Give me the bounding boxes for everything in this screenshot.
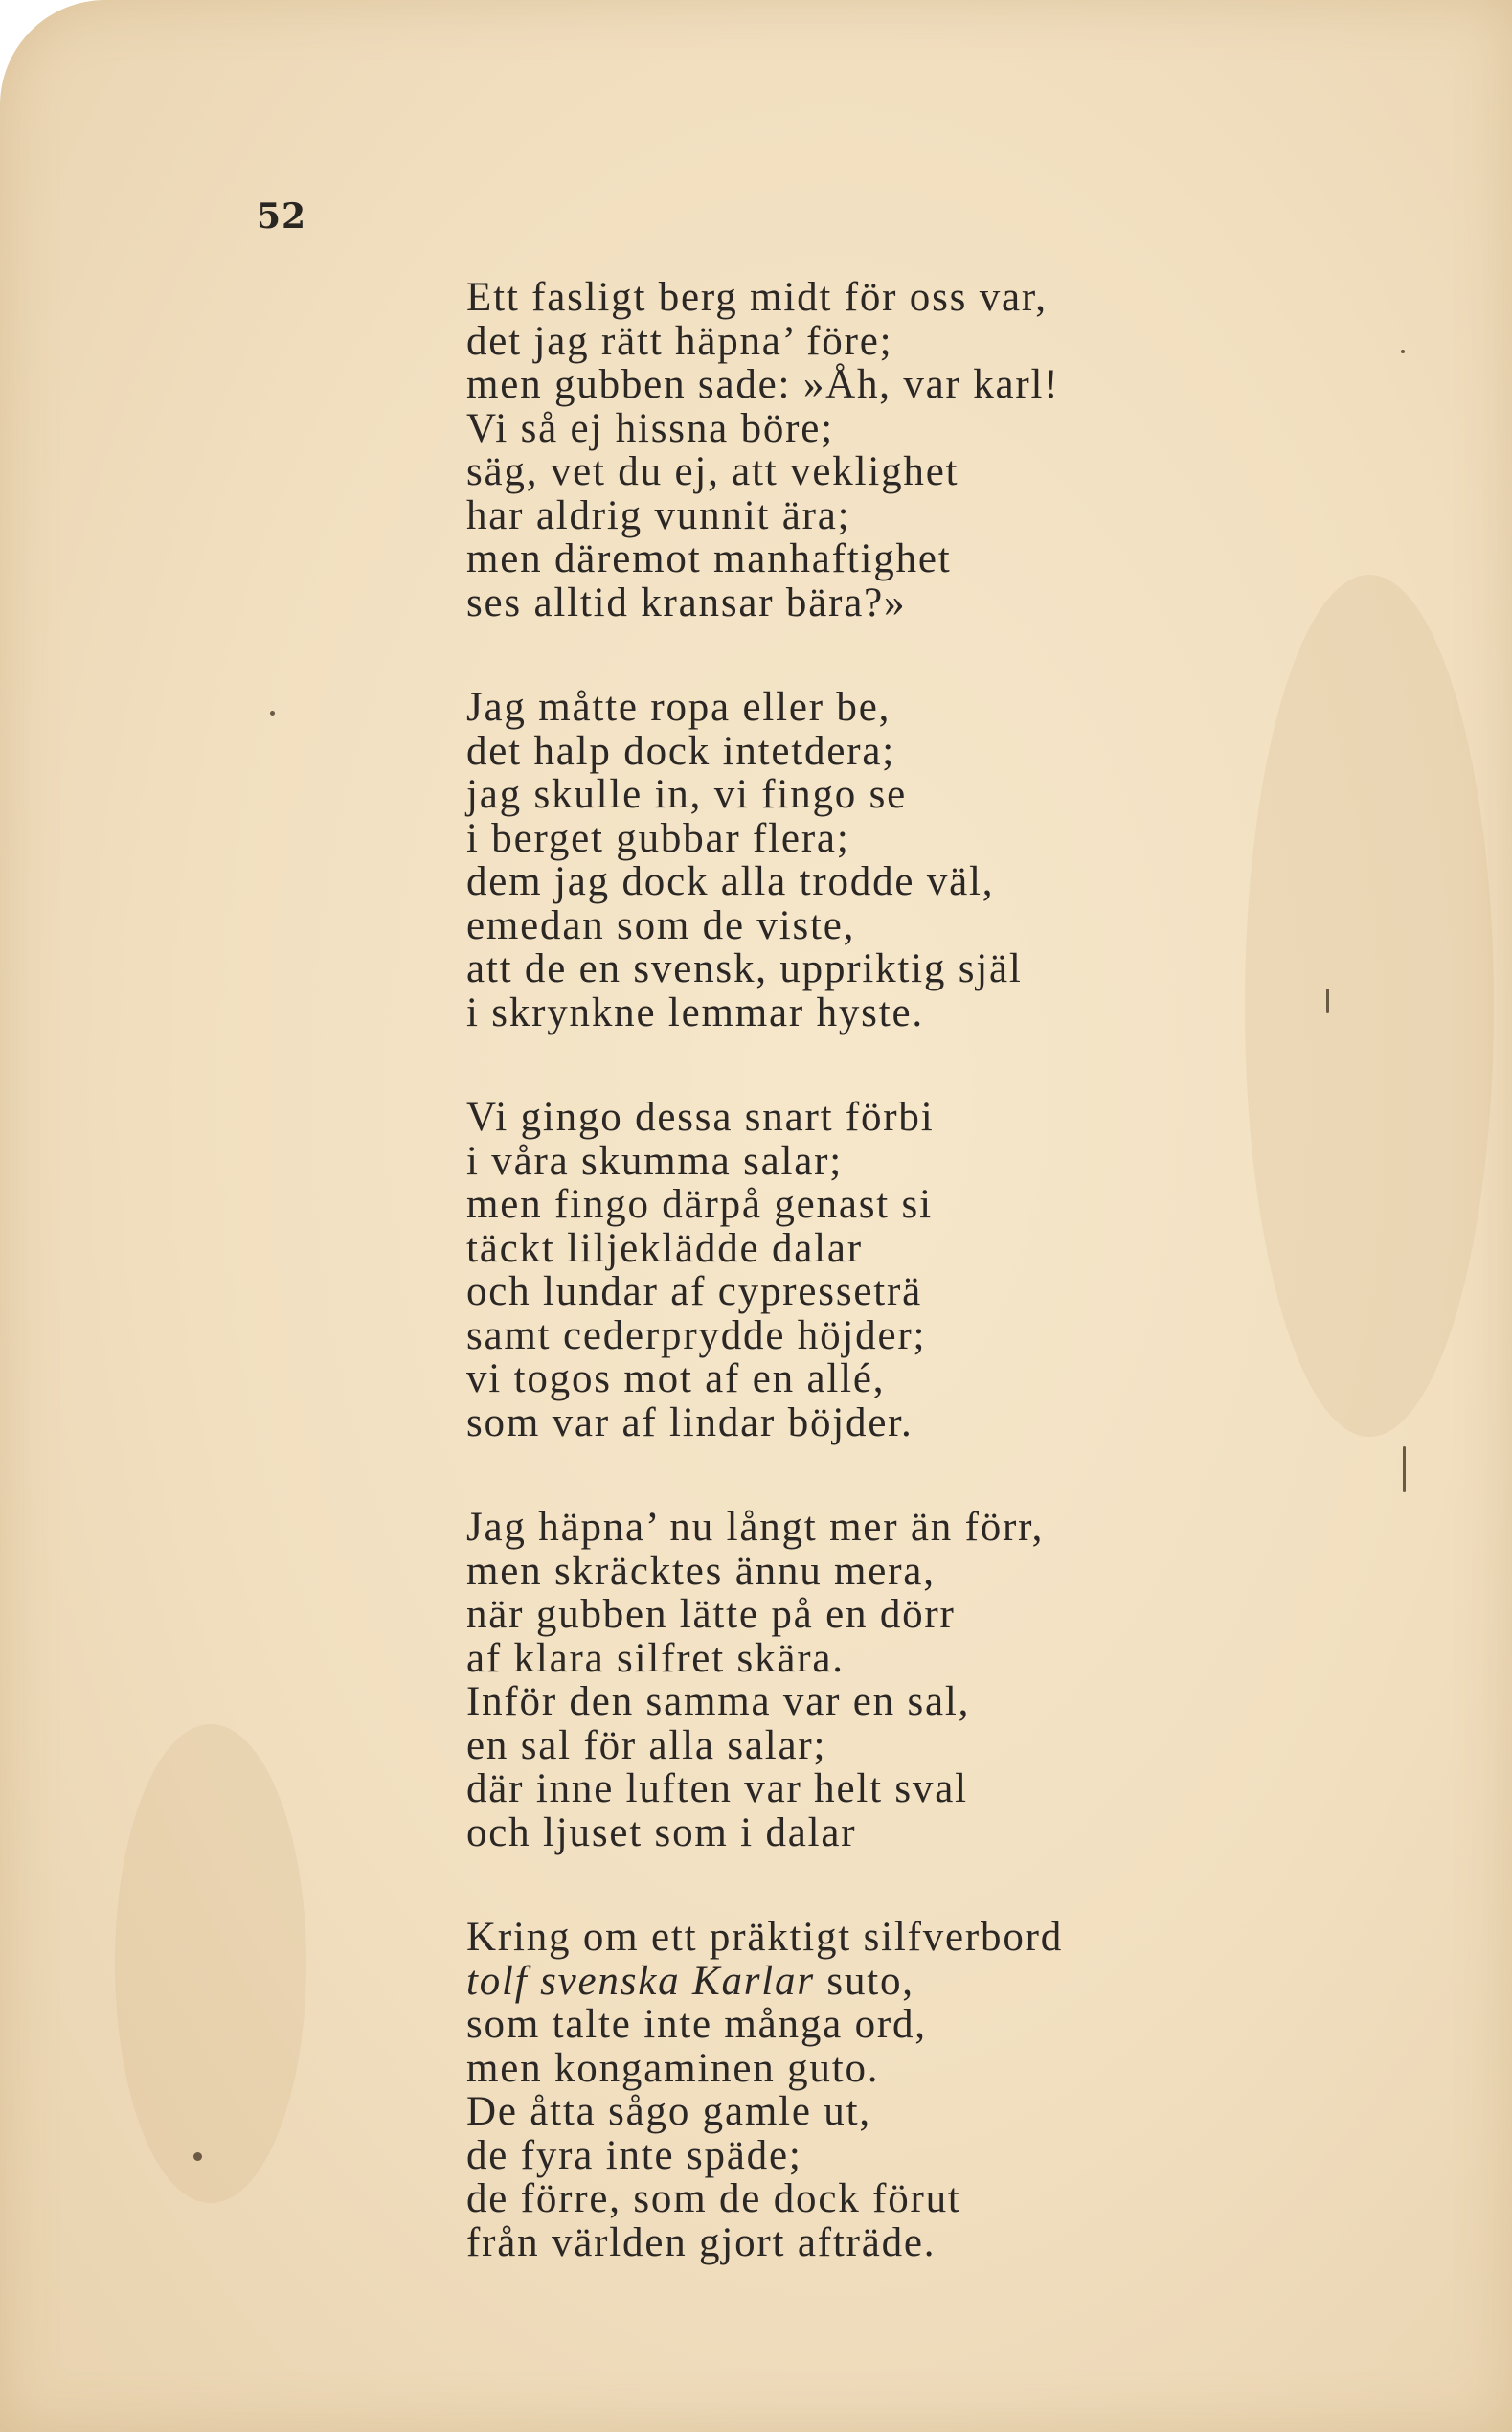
- poem-line: men fingo därpå genast si: [466, 1182, 933, 1227]
- poem: [466, 276, 1424, 2326]
- poem-line: som var af lindar böjder.: [466, 1399, 914, 1445]
- poem-line: men gubben sade: »Åh, var karl!: [466, 362, 1060, 407]
- poem-line: vi togos mot af en allé,: [466, 1356, 886, 1401]
- ink-speck: [1401, 350, 1405, 353]
- poem-line: i berget gubbar flera;: [466, 815, 850, 861]
- poem-line: de fyra inte späde;: [466, 2132, 802, 2178]
- poem-line: och ljuset som i dalar: [466, 1809, 857, 1855]
- poem-line: det jag rätt häpna’ före;: [466, 318, 893, 364]
- poem-line: Vi så ej hissna böre;: [466, 405, 834, 451]
- paper-stain: [115, 1724, 306, 2203]
- poem-line: ses alltid kransar bära?»: [466, 580, 907, 625]
- poem-line: dem jag dock alla trodde väl,: [466, 859, 995, 904]
- stanza: [466, 1506, 1424, 1854]
- poem-line: i våra skumma salar;: [466, 1138, 844, 1184]
- poem-line: Kring om ett präktigt silfverbord: [466, 1915, 1064, 1960]
- poem-line: har aldrig vunnit ära;: [466, 492, 851, 538]
- poem-line: Jag häpna’ nu långt mer än förr,: [466, 1505, 1045, 1550]
- poem-line: jag skulle in, vi fingo se: [466, 772, 908, 817]
- ink-speck: [1326, 989, 1329, 1013]
- poem-line: men däremot manhaftighet: [466, 536, 952, 581]
- page-number: 52: [257, 196, 307, 237]
- poem-line: de förre, som de dock förut: [466, 2176, 961, 2221]
- ink-speck: [193, 2152, 202, 2161]
- poem-line-italic-phrase: [466, 1960, 1424, 2004]
- poem-line: Inför den samma var en sal,: [466, 1679, 971, 1724]
- stanza: [466, 1916, 1424, 2264]
- poem-line: från världen gjort afträde.: [466, 2219, 937, 2265]
- poem-line: och lundar af cypresseträ: [466, 1269, 922, 1314]
- line-remainder: suto,: [814, 1958, 914, 2004]
- poem-line: att de en svensk, uppriktig själ: [466, 946, 1023, 991]
- poem-line: i skrynkne lemmar hyste.: [466, 989, 924, 1035]
- poem-line: emedan som de viste,: [466, 902, 856, 948]
- poem-line: Vi gingo dessa snart förbi: [466, 1095, 935, 1140]
- stanza: [466, 1096, 1424, 1444]
- poem-line: säg, vet du ej, att veklighet: [466, 449, 959, 494]
- poem-line: som talte inte många ord,: [466, 2002, 927, 2047]
- poem-line: där inne luften var helt sval: [466, 1766, 968, 1811]
- poem-line: samt cederprydde höjder;: [466, 1312, 927, 1358]
- stanza: [466, 276, 1424, 625]
- poem-line: Ett fasligt berg midt för oss var,: [466, 275, 1048, 320]
- poem-line: af klara silfret skära.: [466, 1635, 845, 1681]
- poem-line: De åtta sågo gamle ut,: [466, 2089, 871, 2134]
- italic-phrase: tolf svenska Karlar: [466, 1958, 815, 2004]
- stanza: [466, 686, 1424, 1034]
- poem-line: när gubben lätte på en dörr: [466, 1592, 956, 1637]
- ink-speck: [270, 711, 275, 716]
- poem-line: en sal för alla salar;: [466, 1722, 827, 1768]
- poem-line: täckt liljeklädde dalar: [466, 1225, 863, 1271]
- poem-line: men kongaminen guto.: [466, 2045, 880, 2091]
- poem-line: Jag måtte ropa eller be,: [466, 685, 891, 730]
- ink-speck: [1403, 1446, 1406, 1492]
- poem-line: det halp dock intetdera;: [466, 728, 895, 774]
- poem-line: men skräcktes ännu mera,: [466, 1548, 936, 1594]
